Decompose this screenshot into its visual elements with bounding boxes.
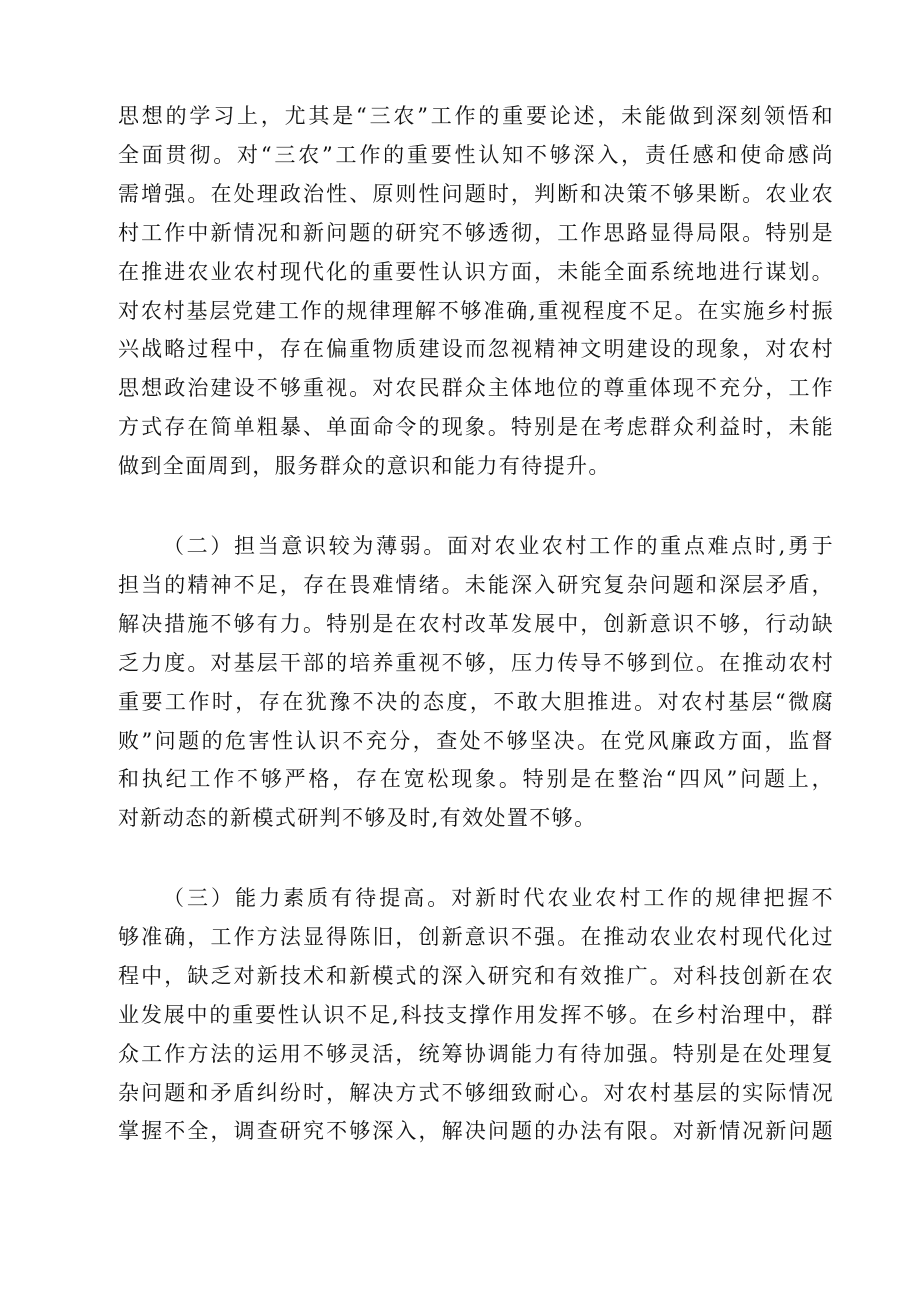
paragraph-body bbox=[118, 97, 834, 486]
text-line: 和执纪工作不够严格，存在宽松现象。特别是在整治“四风”问题上， bbox=[118, 767, 834, 792]
text-line: 村工作中新情况和新问题的研究不够透彻，工作思路显得局限。特别是 bbox=[118, 220, 834, 245]
text-line: 乏力度。对基层干部的培养重视不够，压力传导不够到位。在推动农村 bbox=[118, 650, 834, 675]
paragraph-body bbox=[118, 879, 834, 1151]
text-line: 重要工作时，存在犹豫不决的态度，不敢大胆推进。对农村基层“微腐 bbox=[118, 689, 834, 714]
text-line: 担当的精神不足，存在畏难情绪。未能深入研究复杂问题和深层矛盾， bbox=[118, 572, 834, 597]
text-line: 对农村基层党建工作的规律理解不够准确,重视程度不足。在实施乡村振 bbox=[118, 298, 834, 323]
text-line: 败”问题的危害性认识不充分，查处不够坚决。在党风廉政方面，监督 bbox=[118, 728, 834, 753]
text-line: （二）担当意识较为薄弱。面对农业农村工作的重点难点时,勇于 bbox=[163, 534, 834, 558]
text-line: 思想政治建设不够重视。对农民群众主体地位的尊重体现不充分，工作 bbox=[118, 376, 834, 401]
text-line: 兴战略过程中，存在偏重物质建设而忽视精神文明建设的现象，对农村 bbox=[118, 337, 834, 362]
text-line: 业发展中的重要性认识不足,科技支撑作用发挥不够。在乡村治理中，群 bbox=[118, 1002, 834, 1027]
paragraph-body bbox=[118, 527, 834, 838]
text-line: 做到全面周到，服务群众的意识和能力有待提升。 bbox=[118, 454, 611, 479]
text-line: 方式存在简单粗暴、单面命令的现象。特别是在考虑群众利益时，未能 bbox=[118, 415, 834, 440]
paragraph-1 bbox=[118, 97, 834, 486]
text-line: 众工作方法的运用不够灵活，统筹协调能力有待加强。特别是在处理复 bbox=[118, 1041, 834, 1066]
paragraph-3 bbox=[118, 879, 834, 1151]
text-line: （三）能力素质有待提高。对新时代农业农村工作的规律把握不 bbox=[163, 886, 834, 910]
text-line: 够准确，工作方法显得陈旧，创新意识不强。在推动农业农村现代化过 bbox=[118, 924, 834, 949]
text-line: 杂问题和矛盾纠纷时，解决方式不够细致耐心。对农村基层的实际情况 bbox=[118, 1080, 834, 1105]
text-line: 在推进农业农村现代化的重要性认识方面，未能全面系统地进行谋划。 bbox=[118, 259, 834, 284]
text-line: 掌握不全，调查研究不够深入，解决问题的办法有限。对新情况新问题 bbox=[118, 1119, 834, 1144]
text-line: 解决措施不够有力。特别是在农村改革发展中，创新意识不够，行动缺 bbox=[118, 611, 834, 636]
paragraph-2 bbox=[118, 527, 834, 838]
text-line: 对新动态的新模式研判不够及时,有效处置不够。 bbox=[118, 806, 597, 831]
text-line: 程中，缺乏对新技术和新模式的深入研究和有效推广。对科技创新在农 bbox=[118, 963, 834, 988]
text-line: 思想的学习上，尤其是“三农”工作的重要论述，未能做到深刻领悟和 bbox=[118, 104, 834, 128]
text-line: 需增强。在处理政治性、原则性问题时，判断和决策不够果断。农业农 bbox=[118, 181, 834, 206]
text-line: 全面贯彻。对“三农”工作的重要性认知不够深入，责任感和使命感尚 bbox=[118, 142, 834, 167]
